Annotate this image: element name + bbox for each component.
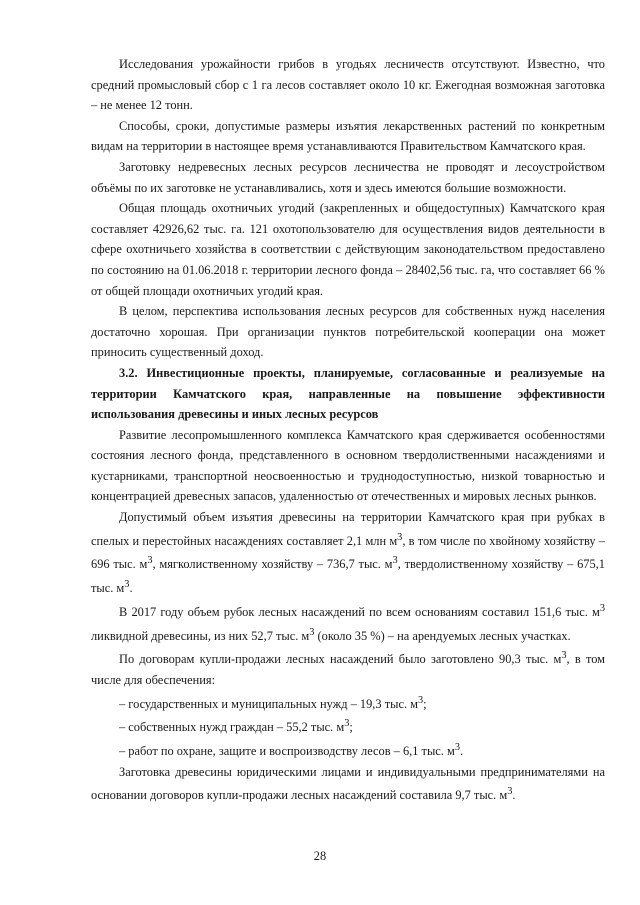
document-body [91, 54, 605, 806]
paragraph-legal-entities: Заготовка древесины юридическими лицами и индивидуальными предпринимателями на основании договоров купли-продажи лесных насаждений составила 9,7 тыс. $м^3$. [91, 764, 605, 803]
paragraph-allowable-volume: Допустимый объем изъятия древесины на территории Камчатского края при рубках в спелых и перестойных насаждениях составляет 2,1 млн $м^3$, в том числе по хвойному хозяйству – 696 тыс. $м^3$, мягколиственному хозяйству – 736,7 тыс. $м^3$, твердолиственному хозяйству – 675,1 тыс. $м^3$. [91, 510, 605, 596]
paragraph-harvest-2017: В 2017 году объем рубок лесных насаждений по всем основаниям составил 151,6 тыс. $м^3$ ликвидной древесины, из них 52,7 тыс. $м^3$ (около 35 %) – на арендуемых лесных участках. [91, 602, 605, 643]
paragraph-development: Развитие лесопромышленного комплекса Камчатского края сдерживается особенностями состояния лесного фонда, представленного в основном твердолиственными насаждениями и кустарниками, транспортной неосвоенностью и труднодоступностью, низкой товарностью и концентрацией древесных запасов, удаленностью от отечественных и мировых лесных рынков. [91, 427, 605, 504]
list-item: – собственных нужд граждан – 55,2 тыс. $м^3$; [119, 718, 353, 735]
paragraph-non-timber-resources: Заготовку недревесных лесных ресурсов лесничества не проводят и лесоустройством объёмы по их заготовке не устанавливались, хотя и здесь имеются большие возможности. [91, 159, 605, 195]
paragraph-medicinal-plants: Способы, сроки, допустимые размеры изъятия лекарственных растений по конкретным видам на территории в настоящее время устанавливаются Правительством Камчатского края. [91, 118, 605, 154]
paragraph-contracts: По договорам купли-продажи лесных насаждений было заготовлено 90,3 тыс. $м^3$, в том числе для обеспечения: [91, 650, 605, 687]
paragraph-prospects: В целом, перспектива использования лесных ресурсов для собственных нужд населения достаточно хорошая. При организации пунктов потребительской кооперации она может приносить существенный доход. [91, 304, 605, 360]
page-number: 28 [313, 849, 327, 863]
list-item: – государственных и муниципальных нужд – 19,3 тыс. $м^3$; [119, 694, 427, 711]
list-item: – работ по охране, защите и воспроизводству лесов – 6,1 тыс. $м^3$. [119, 742, 464, 759]
paragraph-mushrooms: Исследования урожайности грибов в угодьях лесничеств отсутствуют. Известно, что средний промысловый сбор с 1 га лесов составляет около 10 кг. Ежегодная возможная заготовка – не менее 12 тонн. [91, 57, 605, 113]
section-heading: 3.2. Инвестиционные проекты, планируемые, согласованные и реализуемые на территории Камчатского края, направленные на повышение эффективности использования древесины и иных лесных ресурсов [91, 365, 605, 422]
paragraph-hunting-grounds: Общая площадь охотничьих угодий (закрепленных и общедоступных) Камчатского края составляет 42926,62 тыс. га. 121 охотопользователю для осуществления видов деятельности в сфере охотничьего хозяйства в соответствии с действующим законодательством предоставлено по состоянию на 01.06.2018 г. территории лесного фонда – 28402,56 тыс. га, что составляет 66 % от общей площади охотничьих угодий края. [91, 201, 605, 298]
